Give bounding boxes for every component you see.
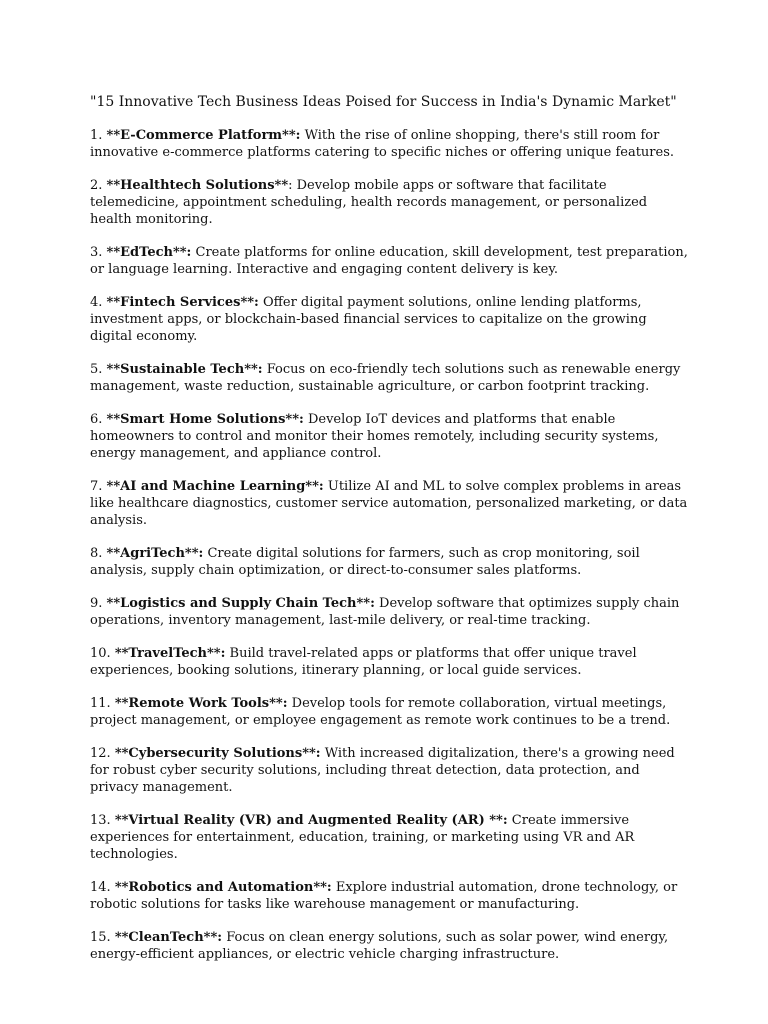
item-label: **CleanTech**: — [114, 930, 223, 945]
item-number: 10. — [90, 646, 111, 661]
item-text: Develop IoT devices and platforms that enable homeowners to control and monitor their homes remotely, including security systems, energy management, and appliance control. — [90, 412, 659, 461]
list-item — [90, 361, 690, 395]
item-text: Create platforms for online education, skill development, test preparation, or language learning. Interactive and engaging content delivery is key. — [90, 245, 688, 277]
item-number: 11. — [90, 696, 111, 711]
item-number: 7. — [90, 479, 103, 494]
item-text: Build travel-related apps or platforms that offer unique travel experiences, booking solutions, itinerary planning, or local guide services. — [90, 646, 637, 678]
list-item — [90, 177, 690, 228]
item-text: Develop software that optimizes supply chain operations, inventory management, last-mile delivery, or real-time tracking. — [90, 596, 680, 628]
item-label: **Smart Home Solutions**: — [106, 412, 304, 427]
item-label: **Remote Work Tools**: — [114, 696, 288, 711]
list-item — [90, 812, 690, 863]
item-text: Utilize AI and ML to solve complex problems in areas like healthcare diagnostics, customer service automation, personalized marketing, or data analysis. — [90, 479, 688, 528]
item-text: With the rise of online shopping, there's still room for innovative e-commerce platforms catering to specific niches or offering unique features. — [90, 128, 675, 160]
list-item — [90, 595, 690, 629]
item-text: With increased digitalization, there's a growing need for robust cyber security solutions, including threat detection, data protection, and privacy management. — [90, 746, 675, 795]
item-label: **Logistics and Supply Chain Tech**: — [106, 596, 375, 611]
item-label: **Healthtech Solutions** — [106, 178, 289, 193]
item-text: Focus on clean energy solutions, such as solar power, wind energy, energy-efficient appliances, or electric vehicle charging infrastructure. — [90, 930, 669, 962]
list-item — [90, 879, 690, 913]
item-label: **Cybersecurity Solutions**: — [114, 746, 321, 761]
item-label: **Virtual Reality (VR) and Augmented Reality (AR) **: — [114, 813, 508, 828]
item-text: Explore industrial automation, drone technology, or robotic solutions for tasks like warehouse management or manufacturing. — [90, 880, 678, 912]
list-item — [90, 127, 690, 161]
document-page — [90, 94, 690, 979]
item-number: 5. — [90, 362, 103, 377]
item-number: 15. — [90, 930, 111, 945]
item-text: Develop tools for remote collaboration, virtual meetings, project management, or employee engagement as remote work continues to be a trend. — [90, 696, 671, 728]
item-label: **AI and Machine Learning**: — [106, 479, 324, 494]
item-number: 12. — [90, 746, 111, 761]
item-number: 13. — [90, 813, 111, 828]
item-label: **Fintech Services**: — [106, 295, 259, 310]
item-number: 8. — [90, 546, 103, 561]
item-label: **Robotics and Automation**: — [114, 880, 332, 895]
item-text: Create immersive experiences for entertainment, education, training, or marketing using VR and AR technologies. — [90, 813, 635, 862]
list-item — [90, 745, 690, 796]
item-number: 1. — [90, 128, 103, 143]
list-item — [90, 294, 690, 345]
item-label: **E-Commerce Platform**: — [106, 128, 301, 143]
item-number: 2. — [90, 178, 103, 193]
item-number: 14. — [90, 880, 111, 895]
list-item — [90, 244, 690, 278]
item-label: **TravelTech**: — [114, 646, 226, 661]
document-title: "15 Innovative Tech Business Ideas Poised for Success in India's Dynamic Market" — [90, 94, 677, 110]
item-number: 6. — [90, 412, 103, 427]
list-item — [90, 545, 690, 579]
list-item — [90, 411, 690, 462]
list-item — [90, 695, 690, 729]
item-text: Offer digital payment solutions, online lending platforms, investment apps, or blockchain-based financial services to capitalize on the growing digital economy. — [90, 295, 647, 344]
item-text: : Develop mobile apps or software that facilitate telemedicine, appointment scheduling, health records management, or personalized health monitoring. — [90, 178, 648, 227]
item-number: 9. — [90, 596, 103, 611]
item-number: 3. — [90, 245, 103, 260]
list-item — [90, 645, 690, 679]
list-item — [90, 929, 690, 963]
item-label: **EdTech**: — [106, 245, 192, 260]
item-text: Create digital solutions for farmers, such as crop monitoring, soil analysis, supply chain optimization, or direct-to-consumer sales platforms. — [90, 546, 640, 578]
list-item — [90, 478, 690, 529]
item-number: 4. — [90, 295, 103, 310]
item-text: Focus on eco-friendly tech solutions such as renewable energy management, waste reduction, sustainable agriculture, or carbon footprint tracking. — [90, 362, 681, 394]
item-label: **AgriTech**: — [106, 546, 204, 561]
item-label: **Sustainable Tech**: — [106, 362, 263, 377]
